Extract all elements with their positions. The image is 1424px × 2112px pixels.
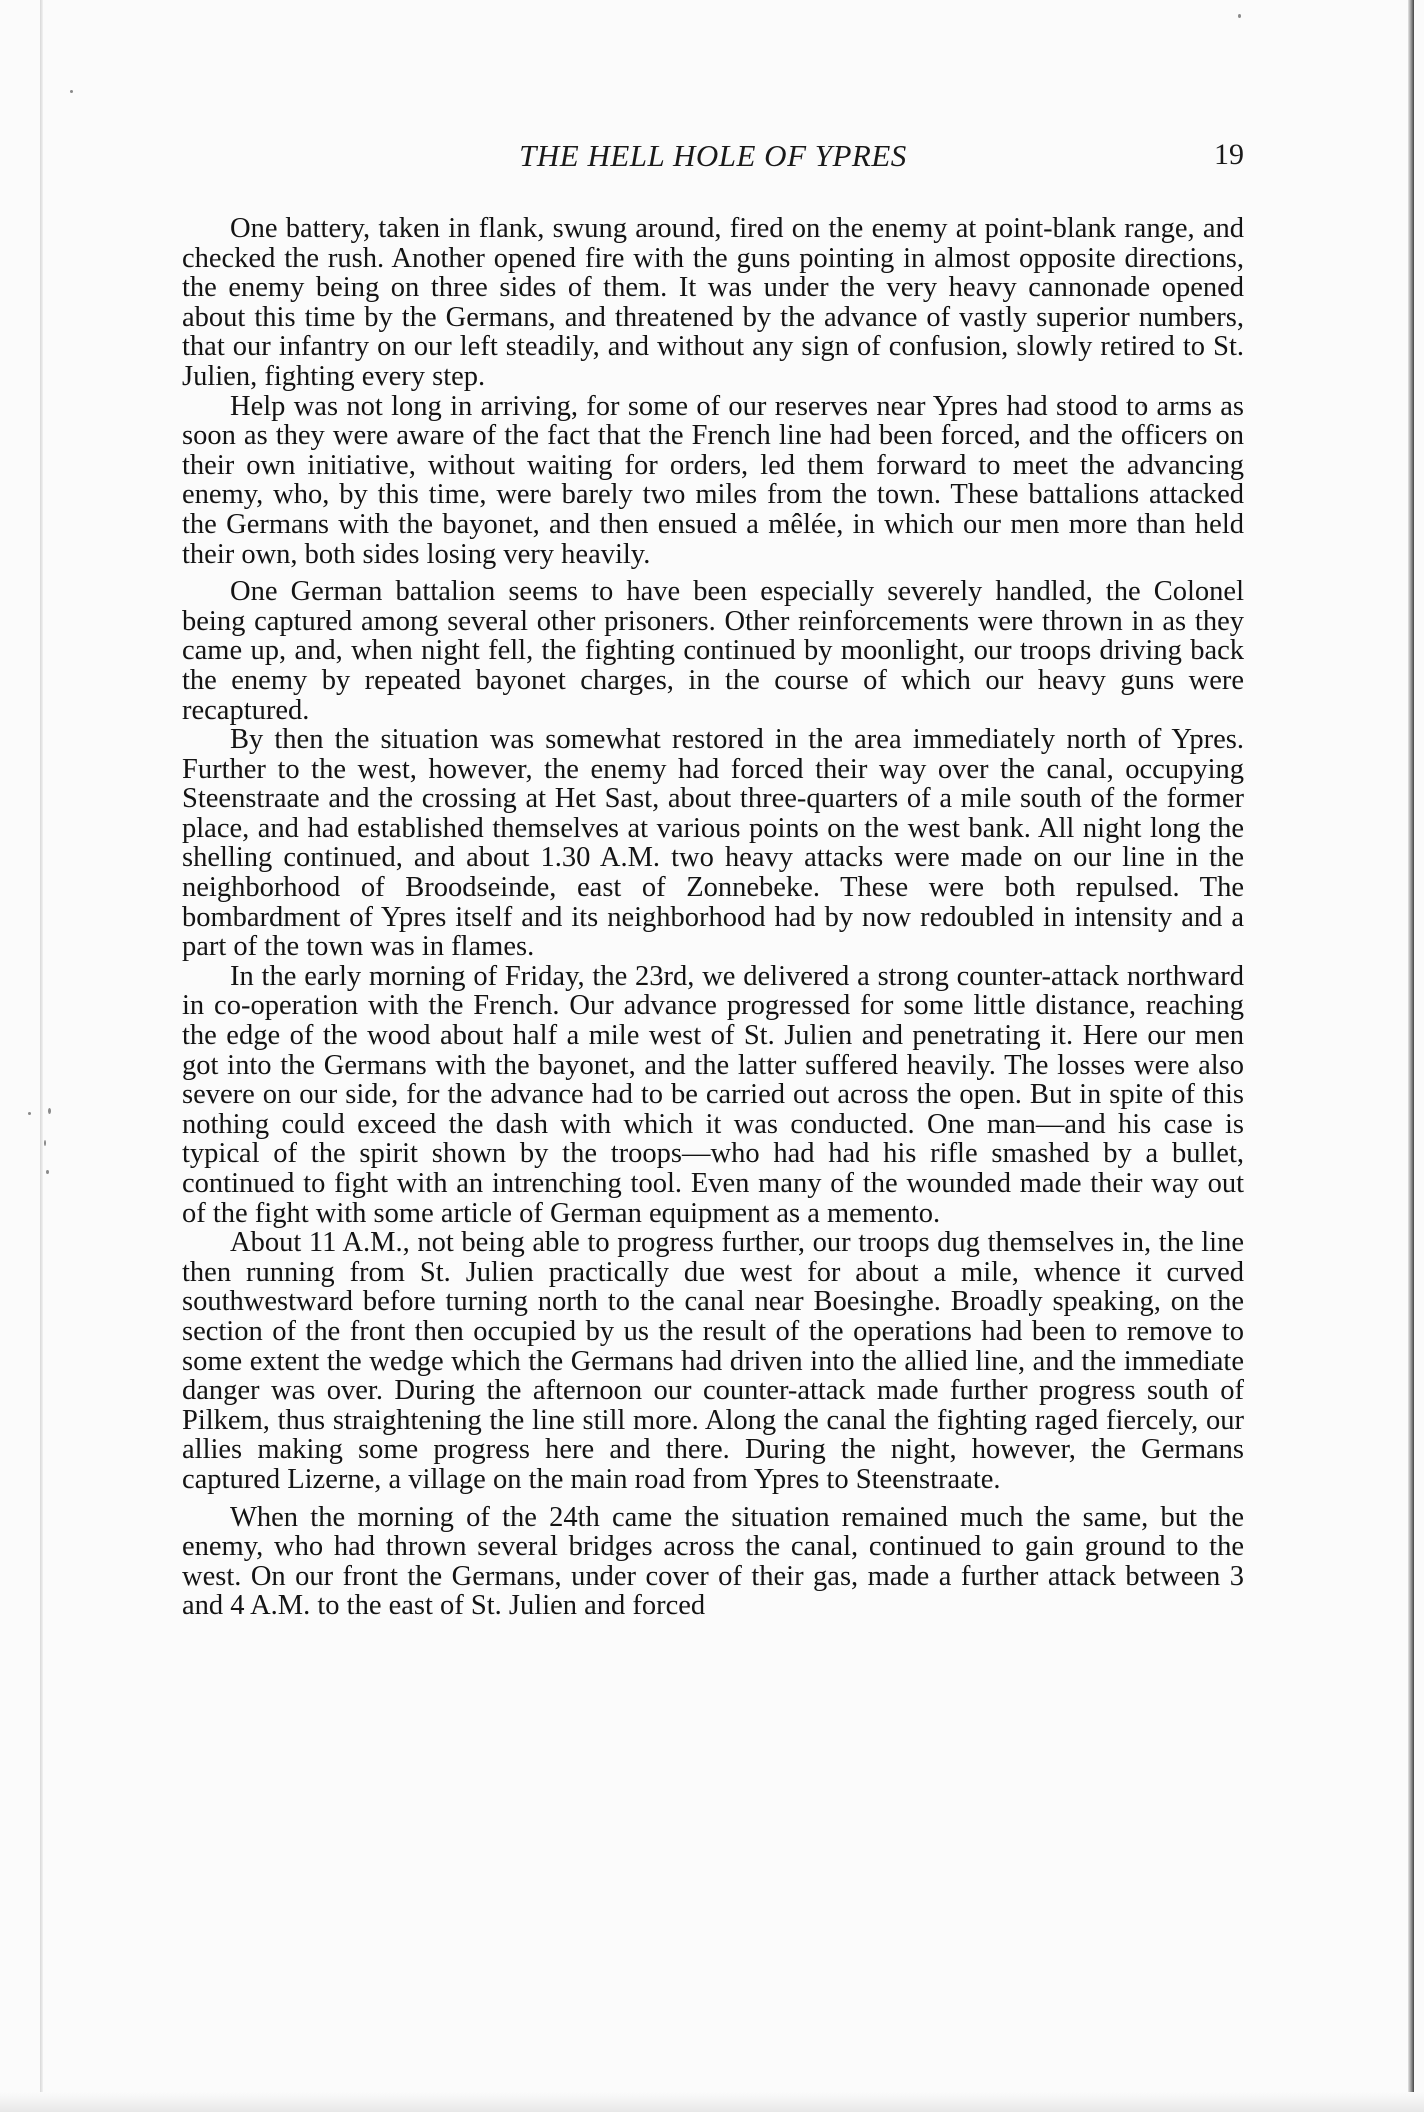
paragraph: When the morning of the 24th came the situation remained much the same, but the enemy, who had thrown several bridges across the canal, continued to gain ground to the west. On our front the Germans, under cover of their gas, made a further attack between 3 and 4 A.M. to the east of St. Julien and forced	[182, 1501, 1244, 1622]
paragraph: About 11 A.M., not being able to progress further, our troops dug themselves in, the line then running from St. Julien practically due west for about a mile, whence it curved southwestward before turning north to the canal near Boesinghe. Broadly speaking, on the section of the front then occupied by us the result of the operations had been to remove to some extent the wedge which the Germans had driven into the allied line, and the immediate danger was over. During the afternoon our counter-attack made further progress south of Pilkem, thus straightening the line still more. Along the canal the fighting raged fiercely, our allies making some progress here and there. During the night, however, the Germans captured Lizerne, a village on the main road from Ypres to Steenstraate.	[182, 1227, 1244, 1495]
page-right-edge	[1408, 0, 1414, 2112]
paragraph: Help was not long in arriving, for some of our reserves near Ypres had stood to arms as soon as they were aware of the fact that the French line had been forced, and the officers on their own initiative, without waiting for orders, led them forward to meet the advancing enemy, who, by this time, were barely two miles from the town. These battalions attacked the Germans with the bayonet, and then ensued a mêlée, in which our men more than held their own, both sides losing very heavily.	[182, 390, 1244, 570]
page-number: 19	[1214, 138, 1244, 171]
paragraph: One battery, taken in flank, swung around, fired on the enemy at point-blank range, and checked the rush. Another opened fire with the guns pointing in almost opposite directions, the enemy being on three sides of them. It was under the very heavy cannonade opened about this time by the Germans, and threatened by the advance of vastly superior numbers, that our infantry on our left steadily, and without any sign of confusion, slowly retired to St. Julien, fighting every step.	[182, 213, 1244, 392]
page-left-edge	[40, 0, 43, 2112]
page-bottom-edge	[0, 2092, 1424, 2112]
paragraph: One German battalion seems to have been especially severely handled, the Colonel being captured among several other prisoners. Other reinforcements were thrown in as they came up, and, when night fell, the fighting continued by moonlight, our troops driving back the enemy by repeated bayonet charges, in the course of which our heavy guns were recaptured.	[182, 576, 1244, 726]
paragraph: By then the situation was somewhat restored in the area immediately north of Ypres. Further to the west, however, the enemy had forced their way over the canal, occupying Steenstraate and the crossing at Het Sast, about three-quarters of a mile south of the former place, and had established themselves at various points on the west bank. All night long the shelling continued, and about 1.30 A.M. two heavy attacks were made on our line in the neighborhood of Broodseinde, east of Zonnebeke. These were both repulsed. The bombardment of Ypres itself and its neighborhood had by now redoubled in intensity and a part of the town was in flames.	[182, 724, 1244, 963]
running-title: THE HELL HOLE OF YPRES	[519, 138, 907, 173]
running-header	[182, 138, 1244, 186]
paragraph: In the early morning of Friday, the 23rd, we delivered a strong counter-attack northward in co-operation with the French. Our advance progressed for some little distance, reaching the edge of the wood about half a mile west of St. Julien and penetrating it. Here our men got into the Germans with the bayonet, and the latter suffered heavily. The losses were also severe on our side, for the advance had to be carried out across the open. But in spite of this nothing could exceed the dash with which it was conducted. One man—and his case is typical of the spirit shown by the troops—who had had his rifle smashed by a bullet, continued to fight with an intrenching tool. Even many of the wounded made their way out of the fight with some article of German equipment as a memento.	[182, 960, 1244, 1229]
body-text	[182, 214, 1244, 1621]
